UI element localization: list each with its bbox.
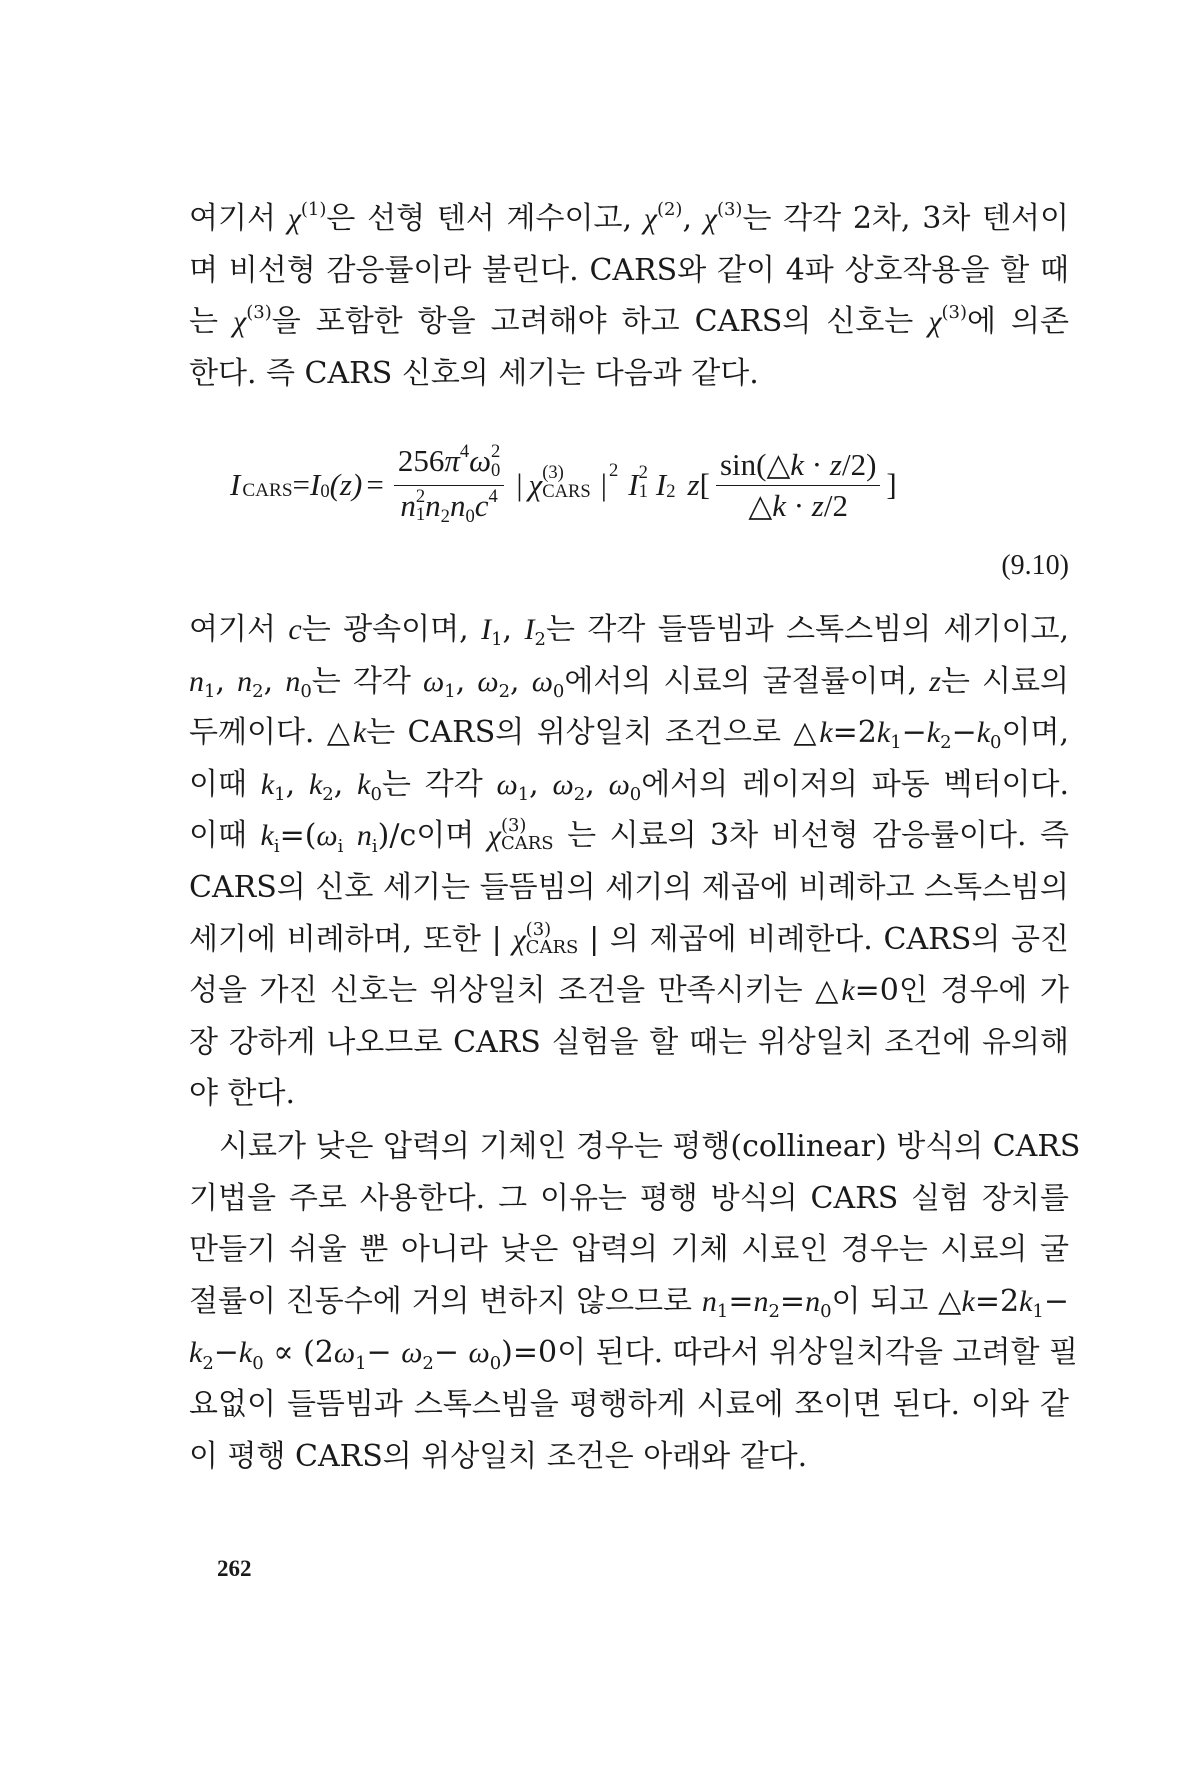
eq-supsub xyxy=(525,918,579,958)
eq-supsub xyxy=(415,485,426,526)
eq-symbol: n xyxy=(425,487,441,523)
omega-symbol: ω xyxy=(608,767,630,801)
eq-symbol: k xyxy=(260,819,274,853)
text-run: 세기에 비례하며, 또한 | xyxy=(189,921,513,957)
chi-symbol: χ xyxy=(487,819,501,853)
text-run: , xyxy=(215,663,238,699)
pi-symbol: π xyxy=(444,443,460,479)
subscript: i xyxy=(273,835,280,857)
text-line xyxy=(189,193,1069,245)
text-run xyxy=(343,818,357,853)
eq-subscript: 0 xyxy=(465,506,475,527)
eq-symbol: k xyxy=(189,1336,203,1370)
text-run: 에서의 시료의 굴절률이며, xyxy=(564,663,930,699)
text-run: − xyxy=(951,715,977,751)
omega-symbol: ω xyxy=(531,664,553,698)
text-line xyxy=(189,1276,1069,1328)
subscript: 0 xyxy=(300,680,312,702)
text-line: 만들기 쉬울 뿐 아니라 낮은 압력의 기체 시료인 경우는 시료의 굴 xyxy=(189,1232,1069,1268)
text-run: , xyxy=(585,766,609,802)
text-run: 두께이다. △ xyxy=(189,715,353,751)
eq-symbol: k xyxy=(976,716,991,750)
eq-symbol: z xyxy=(829,446,842,482)
eq-symbol: k xyxy=(1019,1284,1033,1318)
text-line: 요없이 들뜸빔과 스톡스빔을 평행하게 시료에 쪼이면 된다. 이와 같 xyxy=(189,1386,1069,1422)
text-run: 에 의존 xyxy=(967,304,1069,340)
text-line xyxy=(189,604,1069,656)
page-number: 262 xyxy=(217,1556,252,1581)
eq-symbol: n xyxy=(400,487,416,523)
chi-symbol: χ xyxy=(643,202,657,235)
eq-superscript: 2 xyxy=(491,441,501,463)
text-run: 는 각각 xyxy=(311,663,424,699)
text-line: 한다. 즉 CARS 신호의 세기는 다음과 같다. xyxy=(189,355,759,391)
text-line xyxy=(189,810,1069,862)
eq-text: · xyxy=(804,446,830,482)
text-run: 이며, xyxy=(1001,715,1069,751)
omega-symbol: ω xyxy=(423,664,445,698)
paragraph-2 xyxy=(189,604,1069,1120)
superscript: (3) xyxy=(246,301,272,323)
subscript: 0 xyxy=(489,1352,502,1374)
superscript: (2) xyxy=(656,198,683,220)
text-line xyxy=(189,1327,1078,1379)
text-run: , xyxy=(682,201,704,236)
eq-symbol: n xyxy=(805,1284,821,1318)
eq-symbol: I xyxy=(628,467,639,502)
subscript: 2 xyxy=(940,732,952,754)
text-run: 절률이 진동수에 거의 변하지 않으므로 xyxy=(189,1283,702,1319)
text-line xyxy=(189,707,1069,759)
text-run: 는 xyxy=(189,304,234,340)
eq-number-text: 256 xyxy=(397,443,445,479)
eq-symbol: I xyxy=(481,613,492,646)
eq-symbol: k xyxy=(238,1336,253,1370)
subscript: 2 xyxy=(322,784,334,806)
superscript: (3) xyxy=(525,918,552,940)
eq-superscript: 2 xyxy=(638,462,648,484)
subscript: 2 xyxy=(202,1352,214,1374)
text-run: )/c이며 xyxy=(377,818,488,854)
subscript: 1 xyxy=(517,784,530,806)
subscript: 1 xyxy=(491,629,503,651)
text-line xyxy=(189,759,1069,811)
text-run: =( xyxy=(279,818,317,854)
eq-supsub xyxy=(542,464,591,501)
omega-symbol: ω xyxy=(496,767,518,801)
text-run: , xyxy=(285,766,309,802)
superscript: (3) xyxy=(716,198,743,220)
subscript: 2 xyxy=(252,680,264,702)
eq-symbol: k xyxy=(961,1284,975,1318)
equation-row: I CARS = I $_0$ (z) = $256\pi^4\omega$ 2 0 n 2 1 $n_2n_0c^4$ | χ (3) CARS | $^2$ I 2 1 I $_2$ z [ $\frac{\sin(\triangle k \cdot z/2)}{\triangle k \cdot z/2}$ ] xyxy=(230,441,897,527)
eq-text: /2 xyxy=(823,487,848,523)
eq-subscript: 0 xyxy=(491,459,501,481)
subscript: 2 xyxy=(498,680,511,702)
text-line: 장 강하게 나오므로 CARS 실험을 할 때는 위상일치 조건에 유의해 xyxy=(189,1024,1069,1060)
eq-numerator xyxy=(716,447,880,486)
eq-supsub xyxy=(501,817,554,853)
text-line xyxy=(189,914,1069,966)
eq-denominator xyxy=(396,486,501,527)
eq-subscript: 2 xyxy=(440,506,450,527)
eq-operator: = xyxy=(292,467,310,502)
text-run: 는 CARS의 위상일치 조건으로 △ xyxy=(366,715,820,751)
text-run: 을 포함한 항을 고려해야 하고 CARS의 신호는 xyxy=(271,304,929,340)
text-run: 이 되고 △ xyxy=(831,1283,962,1319)
eq-symbol: n xyxy=(237,664,253,698)
subscript: 0 xyxy=(370,784,382,806)
text-run: 는 광속이며, xyxy=(301,612,482,647)
eq-subscript: 1 xyxy=(415,504,426,526)
omega-symbol: ω xyxy=(401,1336,423,1370)
text-line: 야 한다. xyxy=(189,1076,296,1112)
text-run: , xyxy=(529,766,553,802)
text-run: 는 각각 2차, 3차 텐서이 xyxy=(742,201,1069,236)
text-run: 성을 가진 신호는 위상일치 조건을 만족시키는 △ xyxy=(189,973,842,1009)
eq-text: /2) xyxy=(841,446,877,482)
text-run: 는 각각 xyxy=(381,766,497,802)
eq-symbol: n xyxy=(356,819,372,853)
equation-number: (9.10) xyxy=(1001,550,1069,581)
eq-symbol: I xyxy=(655,467,667,502)
eq-superscript: (3) xyxy=(542,462,564,484)
text-run: 는 시료의 xyxy=(940,663,1069,699)
superscript: (1) xyxy=(300,198,327,220)
eq-abs-bar: | xyxy=(600,467,607,502)
subscript: 0 xyxy=(990,732,1002,754)
eq-subscript: CARS xyxy=(542,481,591,502)
eq-operator: = xyxy=(366,467,384,502)
superscript: (3) xyxy=(941,301,968,323)
omega-symbol: ω xyxy=(552,767,574,801)
eq-symbol: n xyxy=(285,664,301,698)
subscript: 2 xyxy=(573,784,586,806)
eq-subscript: CARS xyxy=(242,480,293,501)
chi-symbol: χ xyxy=(928,305,942,339)
eq-symbol: I xyxy=(524,613,535,646)
subscript: 0 xyxy=(552,680,565,702)
eq-symbol: I xyxy=(309,467,321,502)
eq-symbol: k xyxy=(819,716,833,750)
eq-symbol: (z) xyxy=(329,467,363,502)
text-run: =0인 경우에 가 xyxy=(854,973,1069,1009)
eq-abs-bar: | xyxy=(516,467,523,502)
text-run: 에서의 레이저의 파동 벡터이다. xyxy=(641,766,1069,802)
text-run: =2 xyxy=(832,715,877,751)
eq-superscript: 4 xyxy=(488,485,498,507)
text-run: = xyxy=(728,1283,754,1319)
text-run: , xyxy=(263,663,286,699)
eq-symbol: z xyxy=(811,487,824,523)
text-run: 는 각각 들뜸빔과 스톡스빔의 세기이고, xyxy=(545,612,1069,647)
text-run: − xyxy=(213,1335,239,1371)
text-run: = xyxy=(779,1283,806,1319)
text-run: − xyxy=(1043,1283,1069,1319)
text-run: , xyxy=(502,612,525,647)
eq-symbol: k xyxy=(260,767,275,801)
eq-subscript: 1 xyxy=(638,481,648,502)
text-run: 은 선형 텐서 계수이고, xyxy=(326,201,644,236)
chi-symbol: χ xyxy=(287,202,301,235)
text-run: 여기서 xyxy=(189,201,288,236)
text-line: CARS의 신호 세기는 들뜸빔의 세기의 제곱에 비례하고 스톡스빔의 xyxy=(189,869,1069,905)
text-run: , xyxy=(455,663,478,699)
eq-symbol: k xyxy=(876,716,891,750)
subscript: 2 xyxy=(768,1301,780,1323)
chi-symbol: χ xyxy=(528,467,543,502)
eq-supsub xyxy=(491,443,500,480)
eq-text: · xyxy=(785,487,812,523)
superscript: (3) xyxy=(500,815,527,837)
eq-denominator xyxy=(744,486,852,524)
subscript: 1 xyxy=(1032,1301,1044,1323)
eq-symbol: z xyxy=(929,664,941,698)
omega-symbol: ω xyxy=(316,819,338,853)
eq-numerator xyxy=(394,443,505,485)
subscript: i xyxy=(337,835,344,857)
eq-symbol: k xyxy=(308,767,323,801)
subscript: 1 xyxy=(355,1352,367,1374)
equation-9-10 xyxy=(230,440,1060,530)
eq-symbol: I xyxy=(230,467,241,502)
chi-symbol: χ xyxy=(233,305,247,339)
eq-fraction-main xyxy=(394,443,505,527)
text-line: 이 평행 CARS의 위상일치 조건은 아래와 같다. xyxy=(189,1438,808,1474)
subscript: CARS xyxy=(500,833,554,855)
subscript: 2 xyxy=(422,1352,434,1374)
subscript: 0 xyxy=(629,784,642,806)
text-line: 시료가 낮은 압력의 기체인 경우는 평행(collinear) 방식의 CARS xyxy=(219,1129,1081,1164)
eq-symbol: k xyxy=(790,446,805,482)
omega-symbol: ω xyxy=(477,664,499,698)
subscript: 1 xyxy=(274,784,286,806)
subscript: 0 xyxy=(252,1352,264,1374)
text-run: 이때 xyxy=(189,766,261,802)
text-line xyxy=(189,296,1069,348)
text-run: =2 xyxy=(974,1283,1020,1319)
text-run: 는 시료의 3차 비선형 감응률이다. 즉 xyxy=(553,818,1070,854)
eq-superscript: 4 xyxy=(459,441,470,463)
text-run: ∝ (2 xyxy=(263,1335,334,1371)
eq-symbol: c xyxy=(288,613,302,646)
eq-symbol: n xyxy=(753,1284,769,1318)
text-run: )=0이 된다. 따라서 위상일치각을 고려할 필 xyxy=(501,1335,1078,1371)
subscript: i xyxy=(371,835,378,857)
eq-text: △ xyxy=(748,487,773,523)
text-line: 며 비선형 감응률이라 불린다. CARS와 같이 4파 상호작용을 할 때 xyxy=(189,252,1069,288)
subscript: CARS xyxy=(525,936,579,958)
text-line xyxy=(189,965,1069,1017)
text-line xyxy=(189,656,1069,708)
subscript: 1 xyxy=(204,680,216,702)
omega-symbol: ω xyxy=(469,443,492,479)
eq-symbol: z xyxy=(687,467,700,502)
eq-symbol: n xyxy=(449,487,466,523)
omega-symbol: ω xyxy=(333,1336,356,1370)
subscript: 0 xyxy=(820,1301,832,1323)
paragraph-1 xyxy=(189,193,1069,399)
eq-symbol: k xyxy=(926,716,941,750)
eq-fraction-sinc xyxy=(716,447,880,523)
chi-symbol: χ xyxy=(512,922,526,956)
eq-symbol: n xyxy=(189,664,204,698)
text-run: 이때 xyxy=(189,818,261,854)
text-run: , xyxy=(333,766,358,802)
subscript: 2 xyxy=(534,629,546,651)
eq-symbol: n xyxy=(701,1284,717,1318)
eq-text: sin(△ xyxy=(719,446,791,482)
eq-bracket: ] xyxy=(886,467,897,502)
subscript: 1 xyxy=(444,680,456,702)
eq-symbol: k xyxy=(841,974,855,1008)
paragraph-3 xyxy=(189,1121,1081,1482)
text-run: , xyxy=(510,663,532,699)
text-run: 여기서 xyxy=(189,612,289,647)
subscript: 1 xyxy=(716,1301,729,1323)
text-line: 기법을 주로 사용한다. 그 이유는 평행 방식의 CARS 실험 장치를 xyxy=(189,1180,1069,1216)
chi-symbol: χ xyxy=(703,202,717,235)
eq-symbol: k xyxy=(357,767,371,801)
eq-superscript: 2 xyxy=(415,485,426,507)
eq-supsub xyxy=(639,464,648,501)
eq-bracket: [ xyxy=(699,467,710,502)
eq-symbol: c xyxy=(474,487,489,523)
text-run: | 의 제곱에 비례한다. CARS의 공진 xyxy=(578,921,1070,957)
subscript: 1 xyxy=(890,732,902,754)
eq-symbol: k xyxy=(772,487,786,523)
omega-symbol: ω xyxy=(468,1336,490,1370)
text-run: − xyxy=(366,1335,402,1371)
text-run: − xyxy=(901,715,927,751)
text-run: − xyxy=(433,1335,469,1371)
eq-symbol: k xyxy=(352,716,367,750)
